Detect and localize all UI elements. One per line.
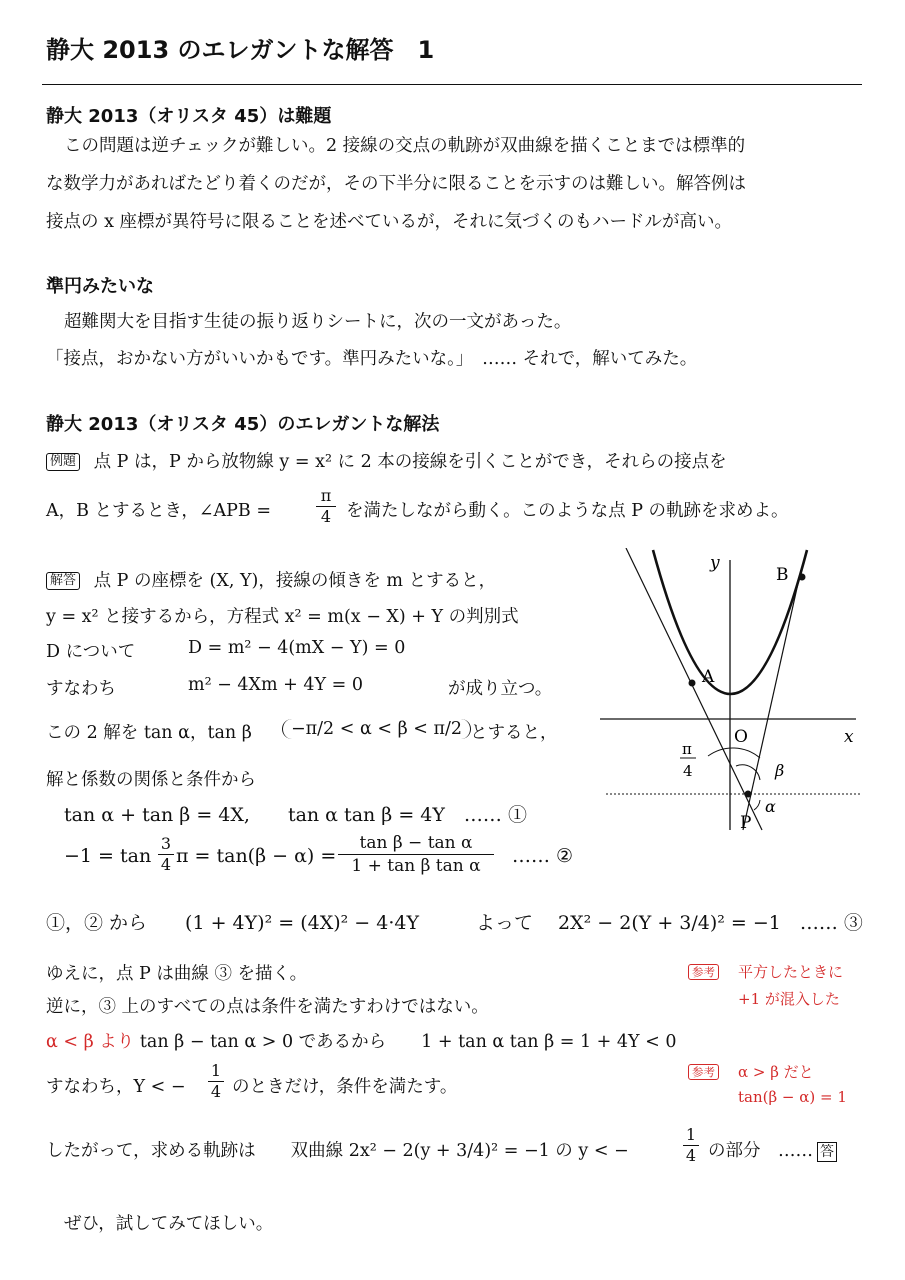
label-beta: β (775, 761, 785, 780)
equation-3-a: ①，② から (1 + 4Y)² = (4X)² − 4·4Y よって (46, 912, 534, 934)
equation-2-big-fraction (338, 832, 494, 877)
s1-line-2: な数学力があればたどり着くのだが，その下半分に限ることを示すのは難しい。解答例は (46, 174, 746, 194)
note-2-line-1: α > β だと (738, 1063, 814, 1081)
problem-line-2-a: A，B とするとき，∠APB = (46, 501, 272, 521)
final-fraction (683, 1125, 699, 1166)
parabola-diagram (598, 548, 862, 838)
eq2-frac-num: 3 (160, 834, 172, 853)
line-sunawachi-a: すなわち，Y < − (46, 1077, 186, 1097)
final-answer-tail: の部分 …… (708, 1141, 813, 1161)
label-origin: O (734, 727, 748, 747)
equation-1: tan α + tan β = 4X, tan α tan β = 4Y …… ① (64, 804, 527, 826)
tangent-line-a (626, 548, 762, 830)
s1-line-1: この問題は逆チェックが難しい。2 接線の交点の軌跡が双曲線を描くことまでは標準的 (64, 136, 746, 156)
problem-text-1: 点 P は，P から放物線 y = x² に 2 本の接線を引くことができ，それらの接点を (93, 452, 727, 472)
point-a (689, 680, 696, 687)
s2-line-1: 超難関大を目指す生徒の振り返りシートに，次の一文があった。 (64, 312, 572, 332)
sunawachi-fraction (208, 1061, 224, 1102)
answer-line-6: 解と係数の関係と条件から (46, 770, 256, 790)
line-condition (46, 1028, 677, 1053)
section-heading-1: 静大 2013（オリスタ 45）は難題 (46, 106, 332, 127)
final-answer-a: したがって，求める軌跡は 双曲線 2x² − 2(y + 3/4)² = −1 の y < − (46, 1141, 629, 1161)
sunawachi-num: 1 (210, 1061, 222, 1080)
section-heading-2: 準円みたいな (46, 276, 154, 297)
problem-line-1 (46, 448, 727, 473)
final-answer-b (708, 1137, 837, 1162)
label-y: y (710, 553, 720, 573)
answer-line-3-b: D = m² − 4(mX − Y) = 0 (188, 638, 406, 658)
answer-line-4-b: m² − 4Xm + 4Y = 0 (188, 675, 363, 695)
label-x: x (844, 727, 854, 747)
line-yueni: ゆえに，点 P は曲線 ③ を描く。 (46, 964, 308, 984)
answer-text-1: 点 P の座標を (X, Y)，接線の傾きを m とすると， (93, 571, 497, 591)
problem-badge: 例題 (46, 453, 80, 471)
note-badge-1: 参考 (688, 964, 719, 980)
condition-red: α < β より (46, 1032, 135, 1052)
answer-line-3-a: D について (46, 642, 136, 662)
equation-2-b: π = tan(β − α) = (176, 845, 337, 867)
sunawachi-den: 4 (208, 1081, 224, 1102)
equation-2-fraction (158, 834, 174, 875)
line-sunawachi-b: のときだけ，条件を満たす。 (232, 1077, 458, 1097)
note-1-line-1: 平方したときに (738, 963, 844, 981)
problem-line-2-b: を満たしながら動く。このような点 P の軌跡を求めよ。 (346, 501, 789, 521)
note-2-line-2: tan(β − α) = 1 (738, 1088, 847, 1106)
section-heading-3: 静大 2013（オリスタ 45）のエレガントな解法 (46, 414, 440, 435)
s1-line-3: 接点の x 座標が異符号に限ることを述べているが，それに気づくのもハードルが高い。 (46, 212, 732, 232)
equation-2-a: −1 = tan (64, 845, 152, 867)
equation-3-b: 2X² − 2(Y + 3/4)² = −1 …… ③ (558, 912, 863, 934)
point-p (745, 791, 752, 798)
eq2-denominator: 1 + tan β tan α (338, 854, 494, 877)
equation-2-c: …… ② (512, 845, 574, 867)
problem-frac-den: 4 (316, 506, 336, 527)
answer-line-5-c: とすると， (470, 723, 558, 743)
page-title: 静大 2013 のエレガントな解答 1 (46, 36, 435, 64)
answer-line-4-a: すなわち (46, 679, 116, 699)
label-pi: π (682, 740, 692, 758)
note-badge-2: 参考 (688, 1064, 719, 1080)
angle-arc-outer (708, 748, 760, 758)
answer-line-5-range: −π/2 < α < β < π/2 (282, 719, 471, 739)
title-divider (42, 84, 862, 85)
condition-rest: tan β − tan α > 0 であるから 1 + tan α tan β = 1 + 4Y < 0 (139, 1032, 677, 1052)
eq2-numerator: tan β − tan α (359, 833, 473, 853)
answer-mark: 答 (817, 1142, 837, 1162)
s2-line-2: 「接点，おかない方がいいかもです。準円みたいな。」 …… それで，解いてみた。 (46, 349, 698, 369)
label-b: B (776, 565, 789, 585)
label-four: 4 (683, 762, 693, 780)
angle-arc-beta (736, 765, 760, 780)
line-gyaku: 逆に，③ 上のすべての点は条件を満たすわけではない。 (46, 997, 489, 1017)
label-alpha: α (765, 797, 776, 816)
closing-line: ぜひ，試してみてほしい。 (64, 1214, 274, 1234)
problem-fraction (316, 486, 336, 527)
note-1-line-2: +1 が混入した (738, 990, 840, 1008)
final-num: 1 (685, 1125, 697, 1144)
label-p: P (740, 813, 752, 833)
answer-badge: 解答 (46, 572, 80, 590)
answer-line-5-a: この 2 解を tan α，tan β (46, 723, 252, 743)
angle-arc-alpha (754, 800, 760, 810)
final-den: 4 (683, 1145, 699, 1166)
answer-line-2: y = x² と接するから，方程式 x² = m(x − X) + Y の判別式 (46, 607, 519, 627)
answer-line-4-c: が成り立つ。 (448, 679, 553, 699)
eq2-frac-den: 4 (158, 854, 174, 875)
problem-frac-num: π (320, 486, 332, 505)
tangent-line-b (743, 570, 801, 830)
label-a: A (702, 667, 715, 687)
point-b (799, 574, 806, 581)
answer-line-1 (46, 567, 496, 592)
